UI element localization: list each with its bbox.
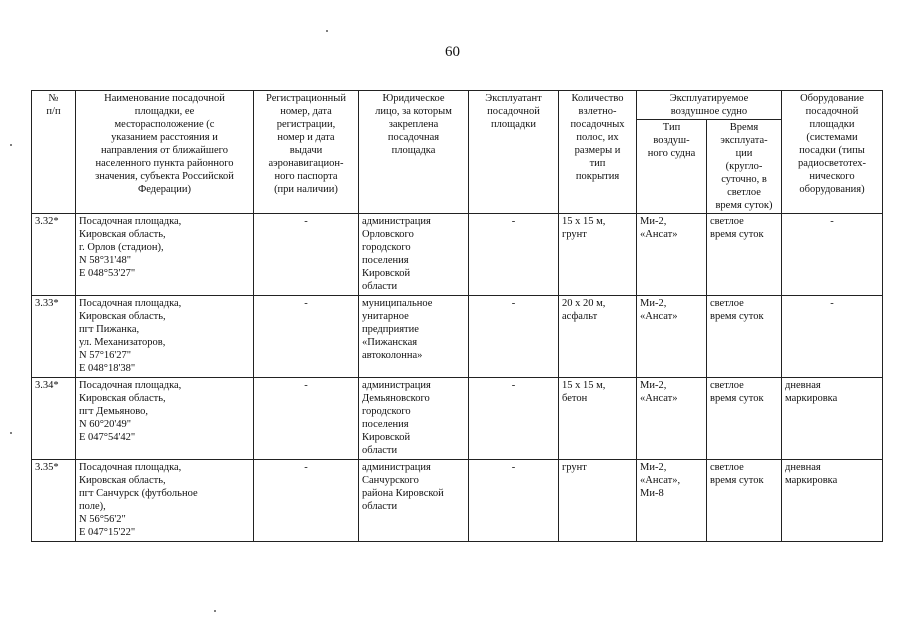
header-operation-time: Время эксплуата- ции (кругло- суточно, в светлое время суток) [707,120,782,214]
row-equipment: - [782,214,883,296]
row-num: 3.34* [32,378,76,460]
row-operator: - [469,214,559,296]
row-equipment: дневная маркировка [782,378,883,460]
table-row [32,214,883,296]
row-name: Посадочная площадка, Кировская область, пгт Санчурск (футбольное поле), N 56°56'2" E 047°15'22" [76,460,254,542]
row-runways: грунт [559,460,637,542]
row-name: Посадочная площадка, Кировская область, пгт Демьяново, N 60°20'49" E 047°54'42" [76,378,254,460]
row-aircraft-type: Ми-2, «Ансат» [637,378,707,460]
header-equipment: Оборудование посадочной площадки (системами посадки (типы радиосветотех- нического оборудования) [782,91,883,214]
row-num: 3.35* [32,460,76,542]
row-operator: - [469,460,559,542]
row-runways: 15 х 15 м, грунт [559,214,637,296]
row-aircraft-type: Ми-2, «Ансат», Ми-8 [637,460,707,542]
header-runways: Количество взлетно- посадочных полос, их размеры и тип покрытия [559,91,637,214]
row-operator: - [469,296,559,378]
row-runways: 15 х 15 м, бетон [559,378,637,460]
row-aircraft-type: Ми-2, «Ансат» [637,296,707,378]
table-row [32,460,883,542]
row-equipment: дневная маркировка [782,460,883,542]
row-registration: - [254,296,359,378]
row-registration: - [254,378,359,460]
scan-speck [10,144,12,146]
page-number: 60 [445,44,460,60]
row-operation-time: светлое время суток [707,296,782,378]
row-name: Посадочная площадка, Кировская область, пгт Пижанка, ул. Механизаторов, N 57°16'27" E 048°18'38" [76,296,254,378]
row-legal-entity: администрация Орловского городского поселения Кировской области [359,214,469,296]
header-operator: Эксплуатант посадочной площадки [469,91,559,214]
scan-speck [214,610,216,612]
header-name: Наименование посадочной площадки, ее месторасположение (с указанием расстояния и направления от ближайшего населенного пункта районного значения, субъекта Российской Федерации) [76,91,254,214]
row-equipment: - [782,296,883,378]
row-name: Посадочная площадка, Кировская область, г. Орлов (стадион), N 58°31'48" E 048°53'27" [76,214,254,296]
row-aircraft-type: Ми-2, «Ансат» [637,214,707,296]
row-registration: - [254,460,359,542]
row-operation-time: светлое время суток [707,214,782,296]
table-row [32,378,883,460]
row-operator: - [469,378,559,460]
header-aircraft-group: Эксплуатируемое воздушное судно [637,91,782,120]
row-registration: - [254,214,359,296]
landing-sites-table [31,90,883,542]
row-legal-entity: администрация Демьяновского городского поселения Кировской области [359,378,469,460]
row-operation-time: светлое время суток [707,378,782,460]
row-legal-entity: муниципальное унитарное предприятие «Пижанская автоколонна» [359,296,469,378]
scan-speck [10,432,12,434]
header-num: № п/п [32,91,76,214]
row-num: 3.32* [32,214,76,296]
scan-speck [326,30,328,32]
table-row [32,296,883,378]
header-legal-entity: Юридическое лицо, за которым закреплена посадочная площадка [359,91,469,214]
row-runways: 20 х 20 м, асфальт [559,296,637,378]
row-operation-time: светлое время суток [707,460,782,542]
header-registration: Регистрационный номер, дата регистрации, номер и дата выдачи аэронавигацион- ного паспорта (при наличии) [254,91,359,214]
header-aircraft-type: Тип воздуш- ного судна [637,120,707,214]
row-legal-entity: администрация Санчурского района Кировской области [359,460,469,542]
row-num: 3.33* [32,296,76,378]
